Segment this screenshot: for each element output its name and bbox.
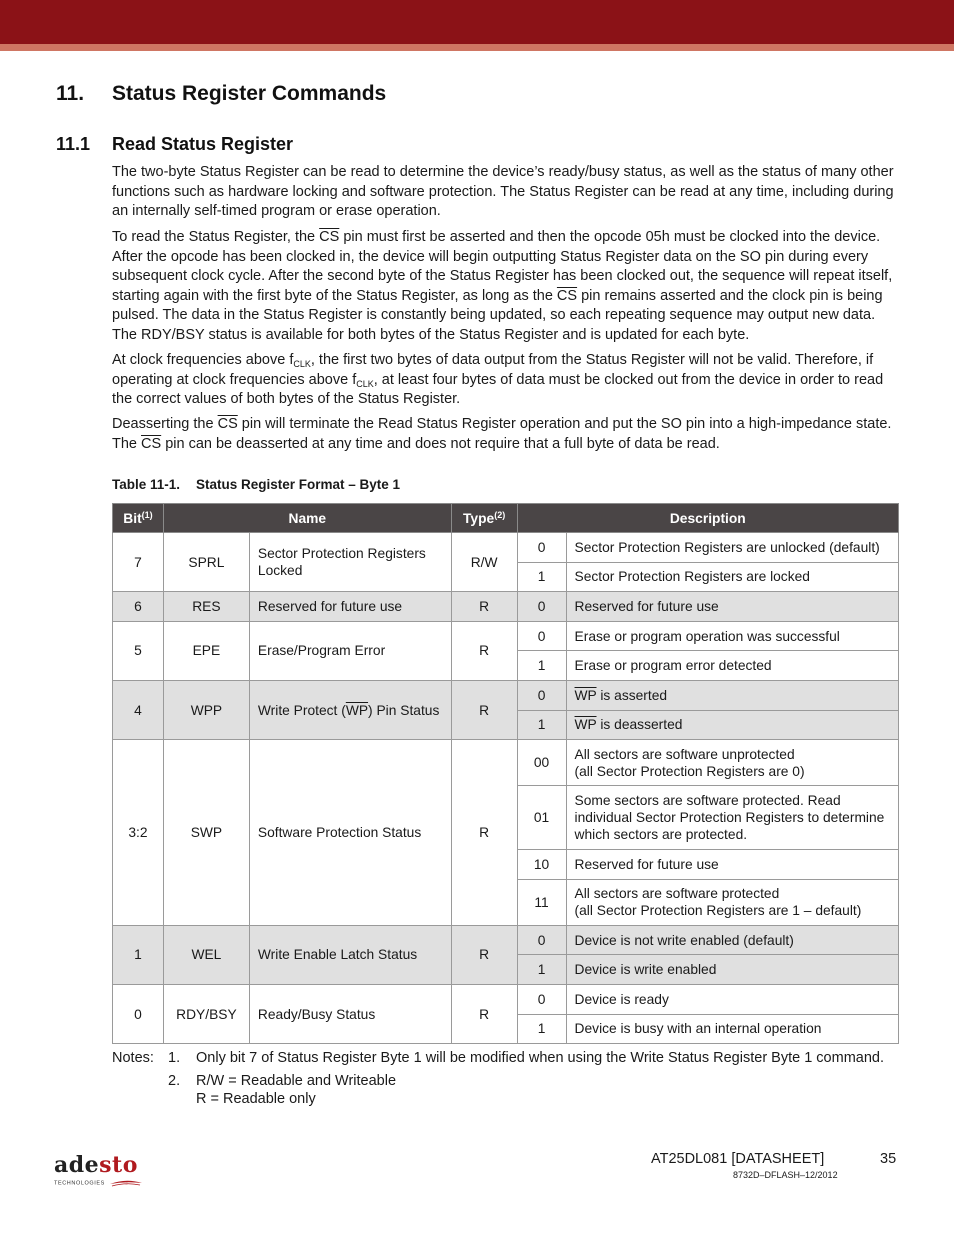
wp-signal: $\overline{WP}$ [345,702,369,718]
header-type: Type$^{(2)}$ [451,504,517,533]
table-row: 1 Erase or program error detected [113,651,899,681]
table-row: 3:2 SWP Software Protection Status R 00 All sectors are software unprotected (all Sector Protection Registers are 0) [113,740,899,786]
paragraph-3: At clock frequencies above $f_{CLK}$, the first two bytes of data output from the Status Register will not be valid. Therefore, if operating at clock frequencies above $f_{CLK}$, at least four bytes of data must be clocked out from the device in order to read the correct values of both bytes of the Status Register. [112,352,884,407]
header-description: Description [517,504,898,533]
swoosh-icon [109,1179,143,1187]
subsection-heading: 11.1 Read Status Register [56,134,294,154]
table-header-row [113,504,899,533]
status-register-table [112,503,899,1044]
table-row: 0 RDY/BSY Ready/Busy Status R 0 Device is ready [113,984,899,1014]
table-row: 4 WPP Write Protect $(\overline{WP})$ Pin Status R 0 $\overline{WP}$ is asserted [113,680,899,710]
cs-signal: $\overline{CS}$ [319,229,340,245]
wp-signal: $\overline{WP}$ [574,687,597,703]
table-row: 1 Sector Protection Registers are locked [113,562,899,592]
note-2: R/W = Readable and Writeable R = Readable only [196,1072,397,1107]
doc-code: 8732D–DFLASH–12/2012 [733,1170,838,1180]
table-row: 01 Some sectors are software protected. Read individual Sector Protection Registers to determine which sectors are protected. [113,786,899,850]
note-1: Only bit 7 of Status Register Byte 1 will be modified when using the Write Status Register Byte 1 command. [196,1050,884,1066]
cs-signal: $\overline{CS}$ [141,435,162,452]
header-accent-line [0,44,954,51]
logo-subtitle: TECHNOLOGIES [54,1179,143,1187]
wp-signal: $\overline{WP}$ [574,717,597,733]
cs-signal: $\overline{CS}$ [217,416,238,432]
table-row: 10 Reserved for future use [113,850,899,880]
table-notes: Notes: 1. Only bit 7 of Status Register Byte 1 will be modified when using the Write Status Register Byte 1 command. 2. R/W = Readable and Writeable R = Readable only [112,1050,884,1107]
table-row: 6 RES Reserved for future use R 0 Reserved for future use [113,592,899,622]
header-name: Name [163,504,451,533]
table-row: 1 WEL Write Enable Latch Status R 0 Device is not write enabled (default) [113,925,899,955]
adesto-logo: adesto TECHNOLOGIES [54,1154,143,1187]
table-row: 1 Device is write enabled [113,955,899,985]
page-number: 35 [880,1151,897,1167]
cs-signal: $\overline{CS}$ [556,287,578,304]
paragraph-2: To read the Status Register, the $\overline{CS}$ pin must first be asserted and then the opcode 05h must be clocked into the device. After the opcode has been clocked in, the device will begin outputting Status Register data on the SO pin during every subsequent clock cycle. After the second byte of the Status Register has been clocked out, the sequence will repeat itself, starting again with the first byte of the Status Register, as long as the $\overline{CS}$ pin remains asserted and the clock pin is being pulsed. The data in the Status Register is constantly being updated, so each repeating sequence may output new data. The RDY/BSY status is available for both bytes of the Status Register and is updated for each byte. [112,229,893,343]
doc-title: AT25DL081 [DATASHEET] [651,1151,825,1167]
paragraph-1: The two-byte Status Register can be read to determine the device’s ready/busy status, as well as the status of many other functions such as hardware locking and software protection. The Status Register can be read at any time, including during an internally self-timed program or erase operation. [112,164,894,219]
section-heading: 11. Status Register Commands [56,82,387,105]
table-row: 1 $\overline{WP}$ is deasserted [113,710,899,740]
header-bar [0,0,954,44]
header-bit: Bit$^{(1)}$ [113,504,164,533]
table-row: 7 SPRL Sector Protection Registers Locked R/W 0 Sector Protection Registers are unlocked (default) [113,533,899,563]
table-row: 1 Device is busy with an internal operation [113,1014,899,1044]
table-row: 5 EPE Erase/Program Error R 0 Erase or program operation was successful [113,621,899,651]
table-caption: Table 11-1. Status Register Format – Byte 1 [112,477,401,492]
paragraph-4: Deasserting the $\overline{CS}$ pin will terminate the Read Status Register operation and put the SO pin into a high-impedance state. The $\overline{CS}$ pin can be deasserted at any time and does not require that a full byte of data be read. [112,416,892,452]
table-row: 11 All sectors are software protected (all Sector Protection Registers are 1 – default) [113,879,899,925]
